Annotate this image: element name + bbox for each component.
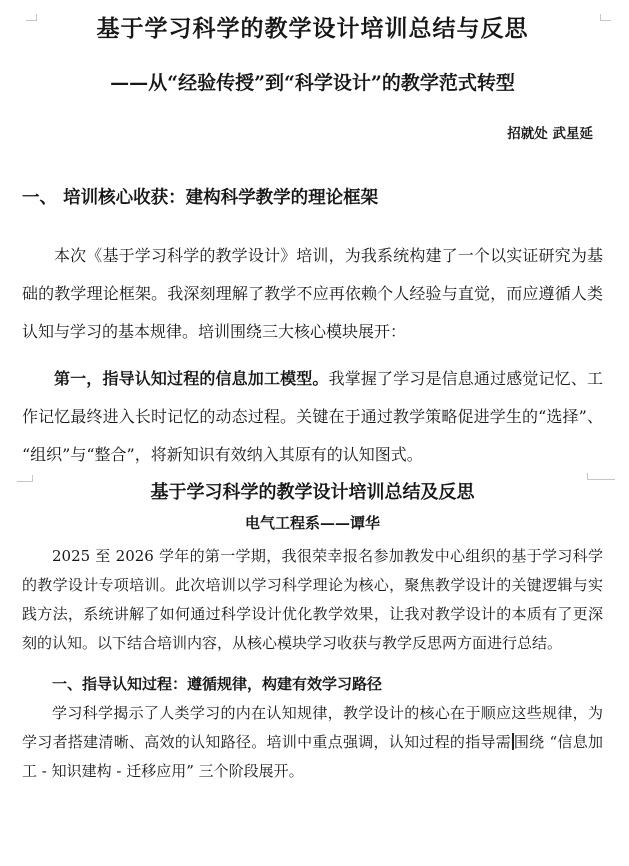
paragraph-information-processing-model [22, 360, 603, 474]
text-run-model-body: 我掌握了学习是信息通过感觉记忆、工作记忆最终进入长时记忆的动态过程。关键在于通过教学策略促进学生的“选择”、“组织”与“整合”，将新知识有效纳入其原有的认知图式。 [22, 369, 603, 464]
paragraph-theory-framework: 本次《基于学习科学的教学设计》培训，为我系统构建了一个以实证研究为基础的教学理论框架。我深刻理解了教学不应再依赖个人经验与直觉，而应遵循人类认知与学习的基本规律。培训围绕三大核心模块展开： [22, 246, 603, 341]
document-page[interactable] [0, 12, 629, 866]
text-run-before-caret: 学习科学揭示了人类学习的内在认知规律，教学设计的核心在于顺应这些规律，为学习者搭建清晰、高效的认知路径。培训中重点强调，认知过程的指导需 [22, 704, 603, 751]
doc-author-line: 招就处 武星延 [507, 126, 593, 142]
doc-title: 基于学习科学的教学设计培训总结与反思 [96, 15, 529, 42]
doc2-title: 基于学习科学的教学设计培训总结及反思 [150, 482, 475, 503]
bold-run-model-title: 第一，指导认知过程的信息加工模型。 [54, 369, 329, 388]
text-boundary-mark-middle-left [17, 475, 33, 482]
doc2-byline: 电气工程系——谭华 [244, 514, 380, 532]
text-boundary-mark-middle-right [587, 473, 615, 480]
document-section-one [22, 12, 603, 474]
section-heading-core-gains: 一、 培训核心收获：建构科学教学的理论框架 [22, 188, 379, 208]
doc-subtitle: ——从“经验传授”到“科学设计”的教学范式转型 [110, 72, 515, 94]
heading-cognitive-process: 一、指导认知过程：遵循规律，构建有效学习路径 [52, 675, 383, 693]
text-boundary-mark-top-right [600, 14, 611, 21]
paragraph-cognitive-path [22, 699, 603, 786]
paragraph-training-overview: 2025 至 2026 学年的第一学期，我很荣幸报名参加教发中心组织的基于学习科学的教学设计专项培训。此次培训以学习科学理论为核心，聚焦教学设计的关键逻辑与实践方法，系统讲解了如何通过科学设计优化教学效果，让我对教学设计的本质有了更深刻的认知。以下结合培训内容，从核心模块学习收获与教学反思两方面进行总结。 [22, 547, 603, 652]
text-run-after-caret: 围绕 “信息加工 - 知识建构 - 迁移应用” 三个阶段展开。 [22, 733, 603, 780]
text-boundary-mark-top-left [26, 14, 37, 21]
document-section-two [22, 480, 603, 786]
